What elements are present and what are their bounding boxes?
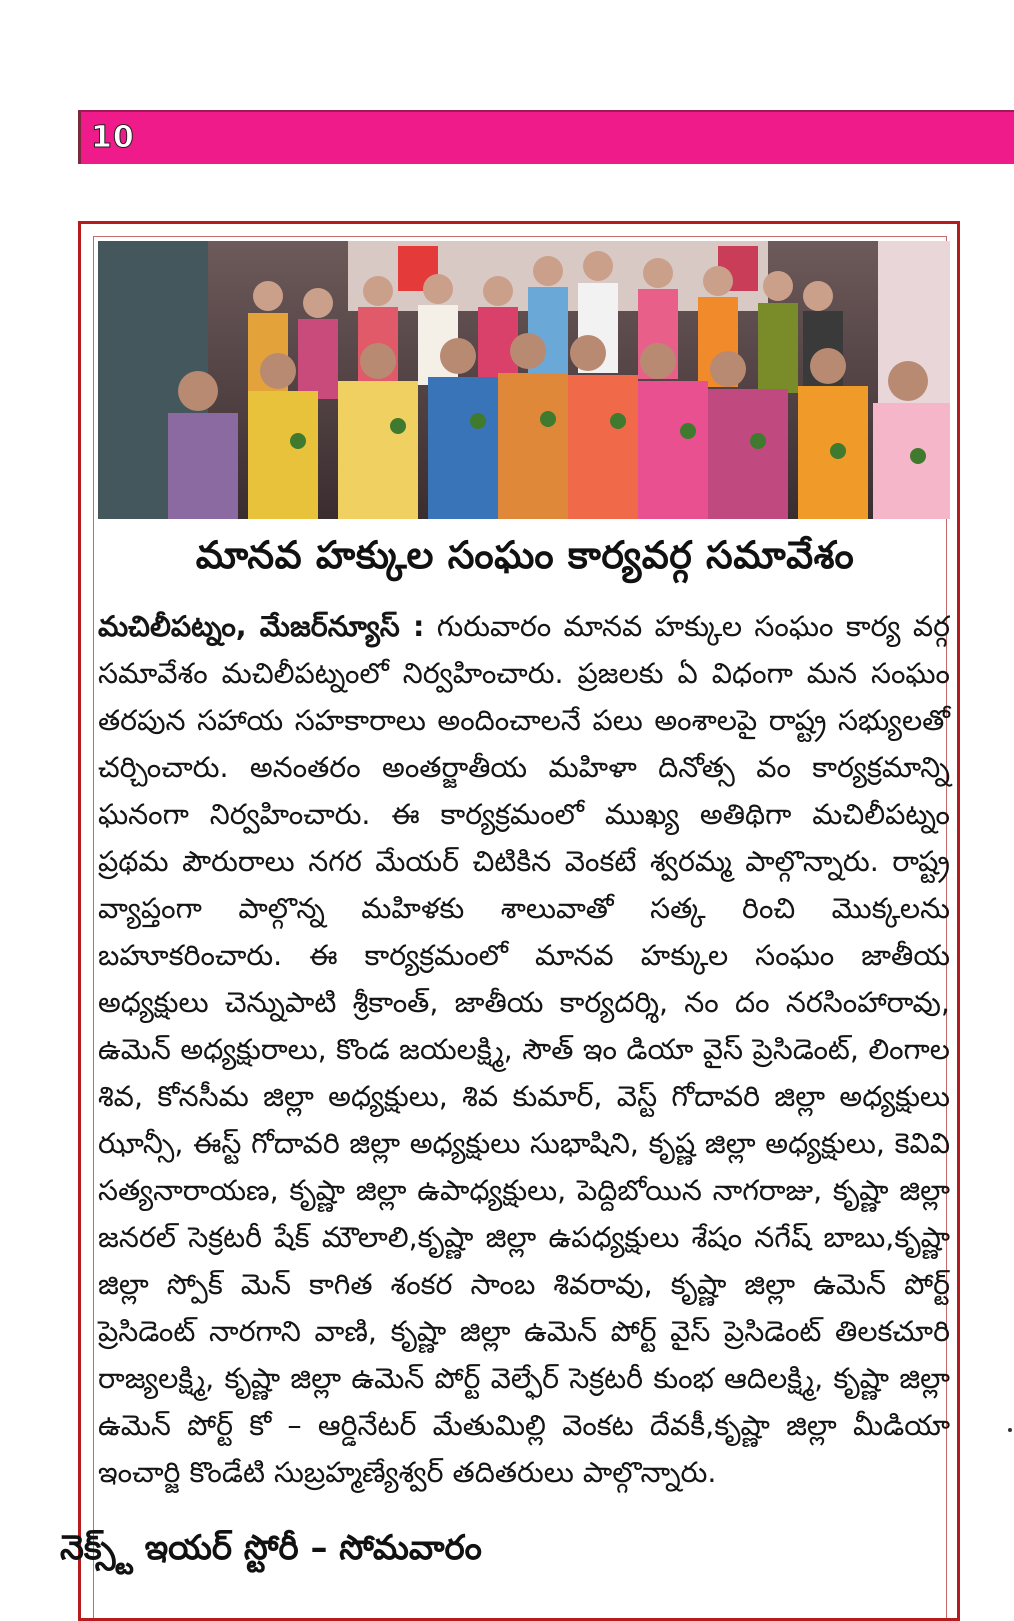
news-article <box>78 221 960 1621</box>
margin-mark <box>1008 1428 1012 1432</box>
article-photo <box>98 241 950 519</box>
article-body <box>98 603 950 1496</box>
article-body-text: గురువారం మానవ హక్కుల సంఘం కార్య వర్గ సమావేశం మచిలీపట్నంలో నిర్వహించారు. ప్రజలకు ఏ విధంగా మన సంఘం తరపున సహాయ సహకారాలు అందించాలనే పలు అంశాలపై రాష్ట్ర సభ్యులతో చర్చించారు. అనంతరం అంతర్జాతీయ మహిళా దినోత్స వం కార్యక్రమాన్ని ఘనంగా నిర్వహించారు. ఈ కార్యక్రమంలో ముఖ్య అతిథిగా మచిలీపట్నం ప్రథమ పౌరురాలు నగర మేయర్ చిటికిన వెంకటే శ్వరమ్మ పాల్గొన్నారు. రాష్ట్ర వ్యాప్తంగా పాల్గొన్న మహిళకు శాలువాతో సత్క రించి మొక్కలను బహూకరించారు. ఈ కార్యక్రమంలో మానవ హక్కుల సంఘం జాతీయ అధ్యక్షులు చెన్నుపాటి శ్రీకాంత్, జాతీయ కార్యదర్శి, నం దం నరసింహారావు, ఉమెన్ అధ్యక్షురాలు, కొండ జయలక్ష్మి, సౌత్ ఇం డియా వైస్ ప్రెసిడెంట్, లింగాల శివ, కోనసీమ జిల్లా అధ్యక్షులు, శివ కుమార్, వెస్ట్ గోదావరి జిల్లా అధ్యక్షులు ఝాన్సీ, ఈస్ట్ గోదావరి జిల్లా అధ్యక్షులు సుభాషిని, కృష్ణ జిల్లా అధ్యక్షులు, కెవివి సత్యనారాయణ, కృష్ణా జిల్లా ఉపాధ్యక్షులు, పెద్దిబోయిన నాగరాజు, కృష్ణా జిల్లా జనరల్ సెక్రటరీ షేక్ మౌలాలి,కృష్ణా జిల్లా ఉపధ్యక్షులు శేషం నగేష్ బాబు,కృష్ణా జిల్లా స్పోక్ మెన్ కాగిత శంకర సాంబ శివరావు, కృష్ణా జిల్లా ఉమెన్ పోర్ట్ ప్రెసిడెంట్ నారగాని వాణి, కృష్ణా జిల్లా ఉమెన్ పోర్ట్ వైస్ ప్రెసిడెంట్ తిలకచూరి రాజ్యలక్ష్మి, కృష్ణా జిల్లా ఉమెన్ పోర్ట్ వెల్ఫేర్ సెక్రటరీ కుంభ ఆదిలక్ష్మి, కృష్ణా జిల్లా ఉమెన్ పోర్ట్ కో – ఆర్డినేటర్ మేతుమిల్లి వెంకట దేవకీ,కృష్ణా జిల్లా మీడియా ఇంచార్జి కొండేటి సుబ్రహ్మణ్యేశ్వర్ తదితరులు పాల్గొన్నారు. <box>98 610 950 1489</box>
page-number: 10 <box>91 120 135 155</box>
group-photo-image <box>98 241 950 519</box>
article-headline: మానవ హక్కుల సంఘం కార్యవర్గ సమావేశం <box>195 533 855 577</box>
article-inner-frame <box>93 236 950 1618</box>
next-article-headline-fragment: నెక్స్ట్ ఇయర్ స్టోరీ – సోమవారం <box>60 1528 482 1568</box>
article-dateline: మచిలీపట్నం, మేజర్‌న్యూస్ : <box>98 610 425 643</box>
page-header-bar <box>78 110 1014 164</box>
